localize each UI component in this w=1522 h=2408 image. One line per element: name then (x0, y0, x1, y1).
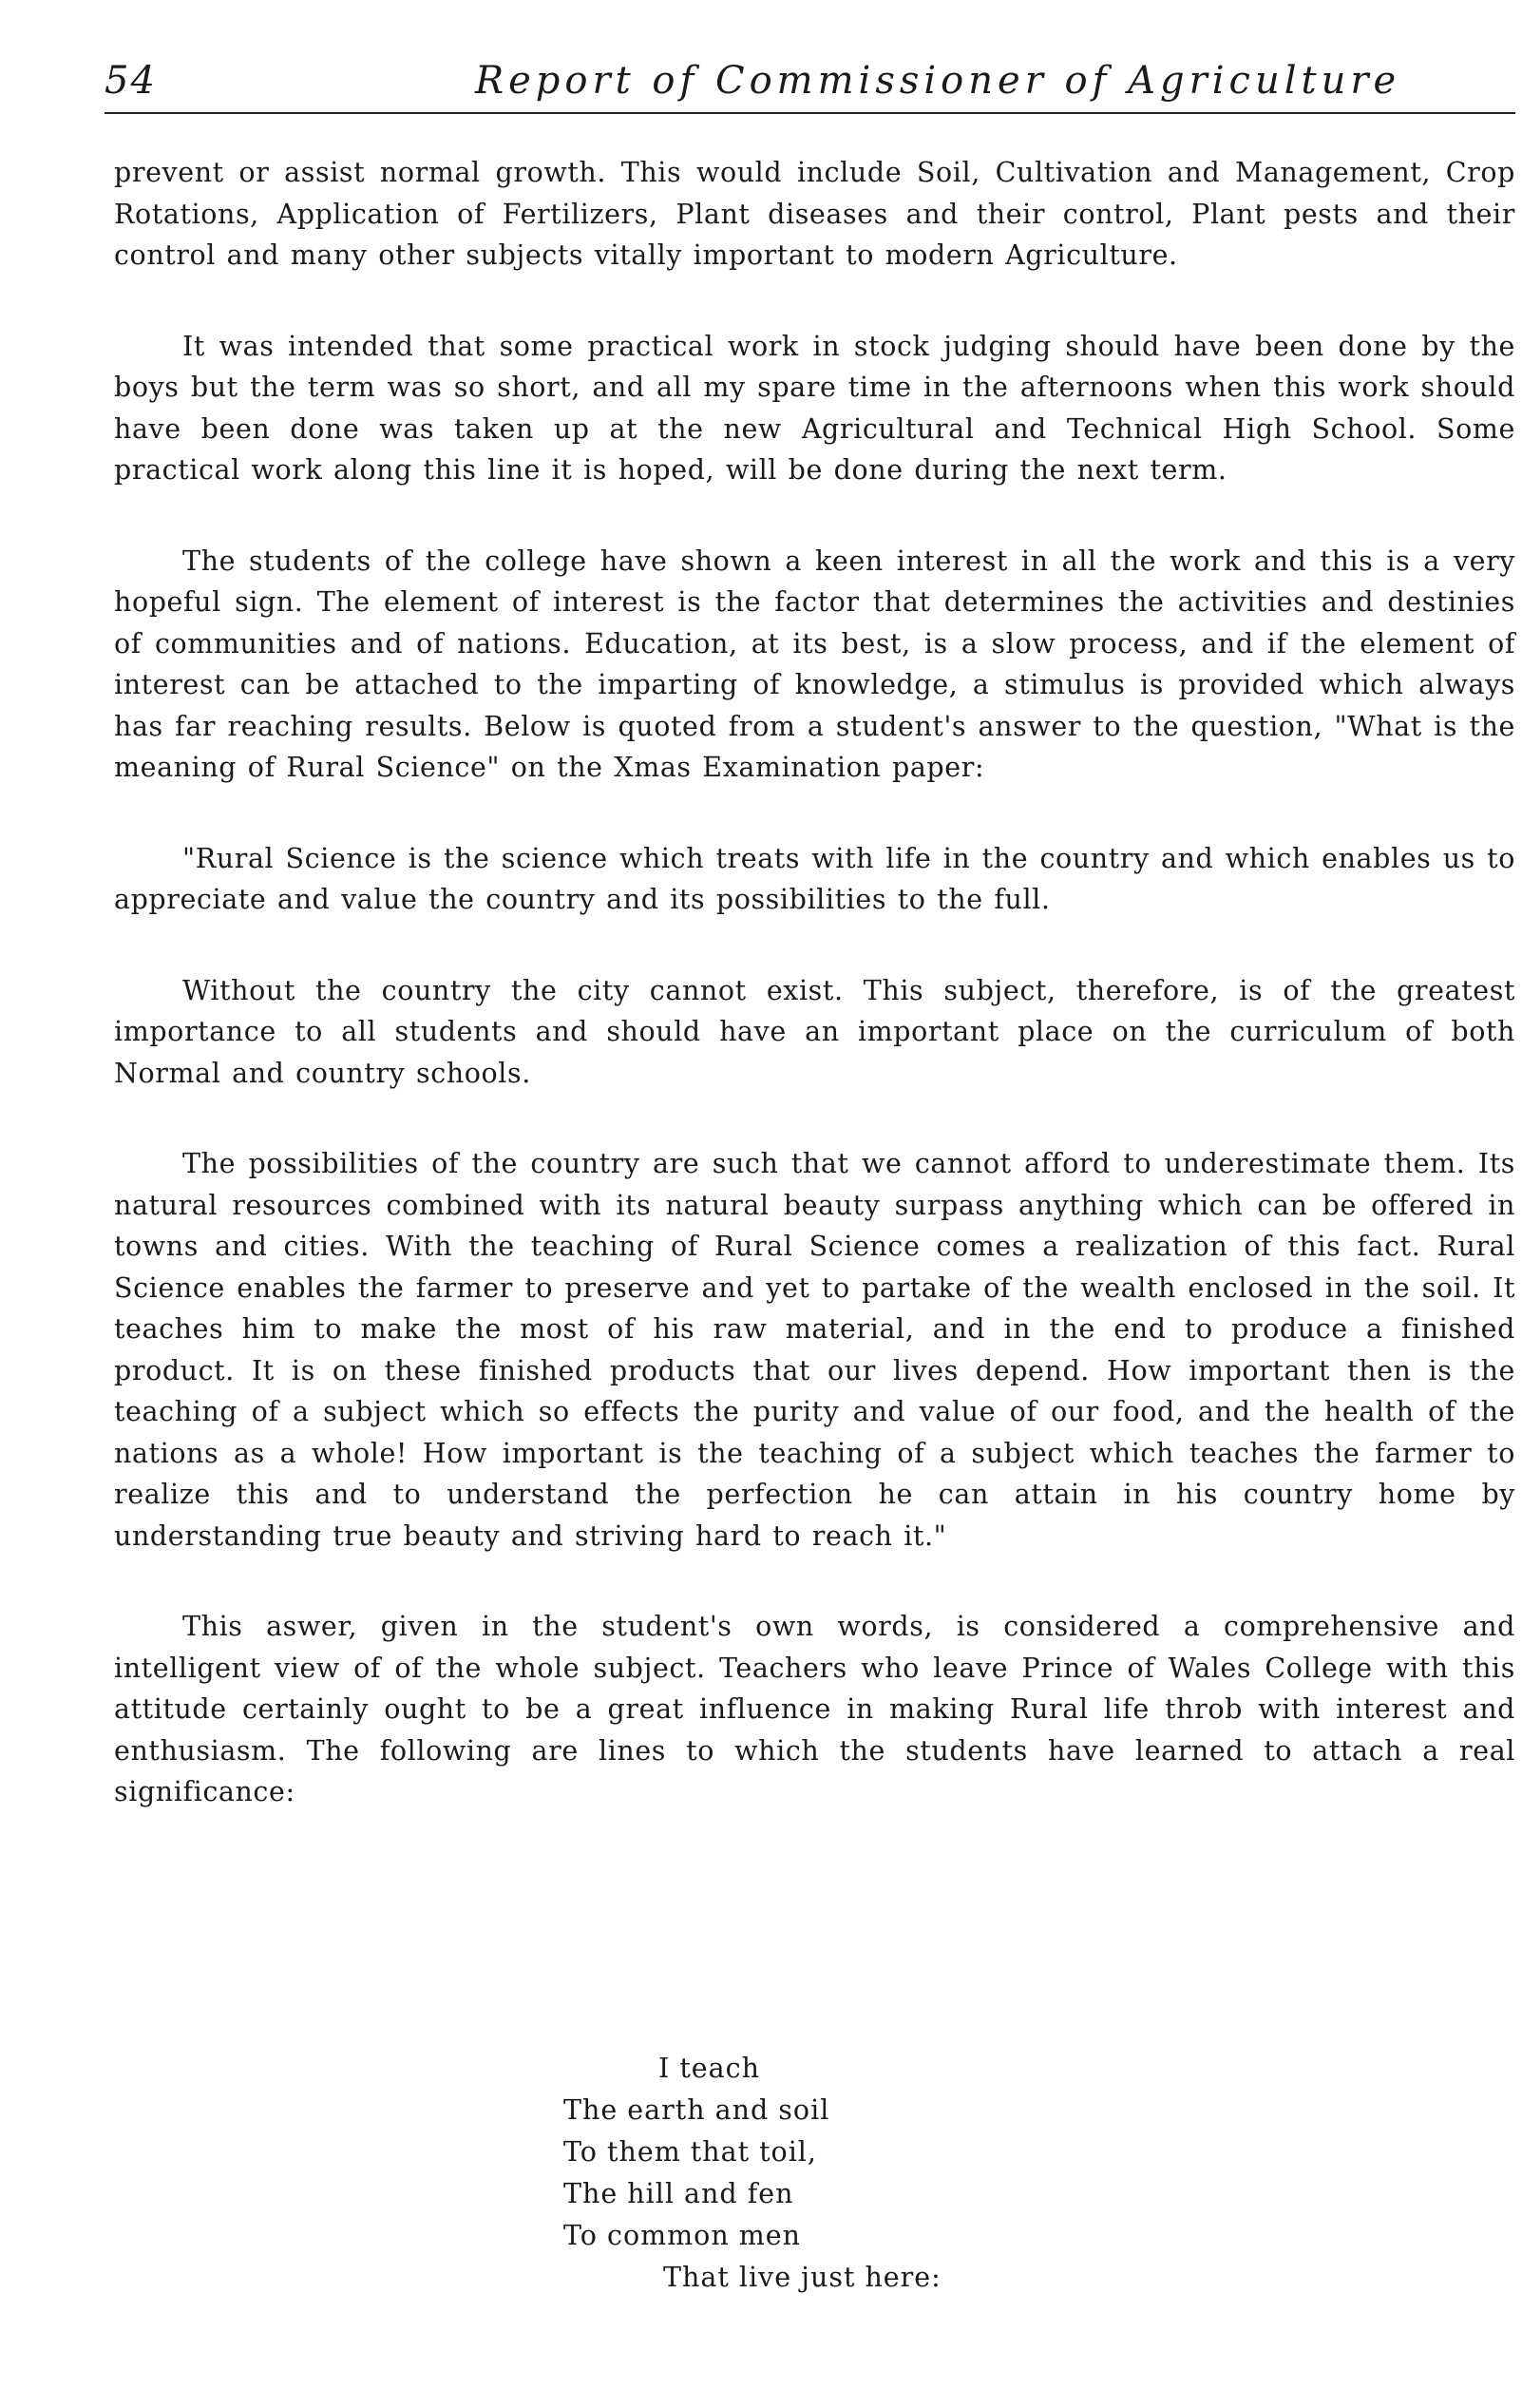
quote-possibilities: The possibilities of the country are such that we cannot afford to underestimate them. Its natural resources combined with its natural beauty surpass anything which can be offered in towns and cities. With the teaching of Rural Science comes a realization of this fact. Rural Science enables the farmer to preserve and yet to partake of the wealth enclosed in the soil. It teaches him to make the most of his raw material, and in the end to produce a finished product. It is on these finished products that our lives depend. How important then is the teaching of a subject which so effects the purity and value of our food, and the health of the nations as a whole! How important is the teaching of a subject which teaches the farmer to realize this and to understand the perfection he can attain in his country home by understanding true beauty and striving hard to reach it." (114, 1148, 1515, 1552)
paragraph-stock-judging: It was intended that some practical work in stock judging should have been done by the boys but the term was so short, and all my spare time in the afternoons when this work should have been done was taken up at the new Agricultural and Technical High School. Some practical work along this line it is hoped, will be done during the next term. (114, 330, 1515, 486)
header-rule (105, 112, 1515, 114)
running-head-title: Report of Commissioner of Agriculture (475, 59, 1401, 103)
poem-line: To them that toil, (563, 2136, 817, 2168)
poem-line: The hill and fen (563, 2178, 794, 2209)
poem-line: The earth and soil (563, 2094, 830, 2126)
quote-country-city: Without the country the city cannot exist. This subject, therefore, is of the greatest importance to all students and should have an important place on the curriculum of both Normal and country schools. (114, 974, 1515, 1089)
paragraph-answer-comment: This aswer, given in the student's own words, is considered a comprehensive and intelligent view of of the whole subject. Teachers who leave Prince of Wales College with this attitude certainly ought to be a great influence in making Rural life throb with interest and enthusiasm. The following are lines to which the students have learned to attach a real significance: (114, 1611, 1515, 1807)
paragraph-continuation: prevent or assist normal growth. This would include Soil, Cultivation and Management, Crop Rotations, Application of Fertilizers, Plant diseases and their control, Plant pests and their control and many other subjects vitally important to modern Agriculture. (114, 157, 1515, 271)
body-text (114, 152, 1515, 1863)
poem (563, 2048, 942, 2299)
running-head (105, 59, 1522, 116)
quote-rural-science-definition: "Rural Science is the science which treats with life in the country and which enables us to appreciate and value the country and its possibilities to the full. (114, 842, 1515, 915)
page-number: 54 (105, 59, 157, 103)
poem-line: To common men (563, 2220, 802, 2251)
paragraph-student-interest: The students of the college have shown a keen interest in all the work and this is a very hopeful sign. The element of interest is the factor that determines the activities and destinies of communities and of nations. Education, at its best, is a slow process, and if the element of interest can be attached to the imparting of knowledge, a stimulus is provided which always has far reaching results. Below is quoted from a student's answer to the question, "What is the meaning of Rural Science" on the Xmas Examination paper: (114, 545, 1515, 783)
poem-line: I teach (658, 2053, 760, 2084)
poem-line: That live just here: (663, 2262, 942, 2293)
